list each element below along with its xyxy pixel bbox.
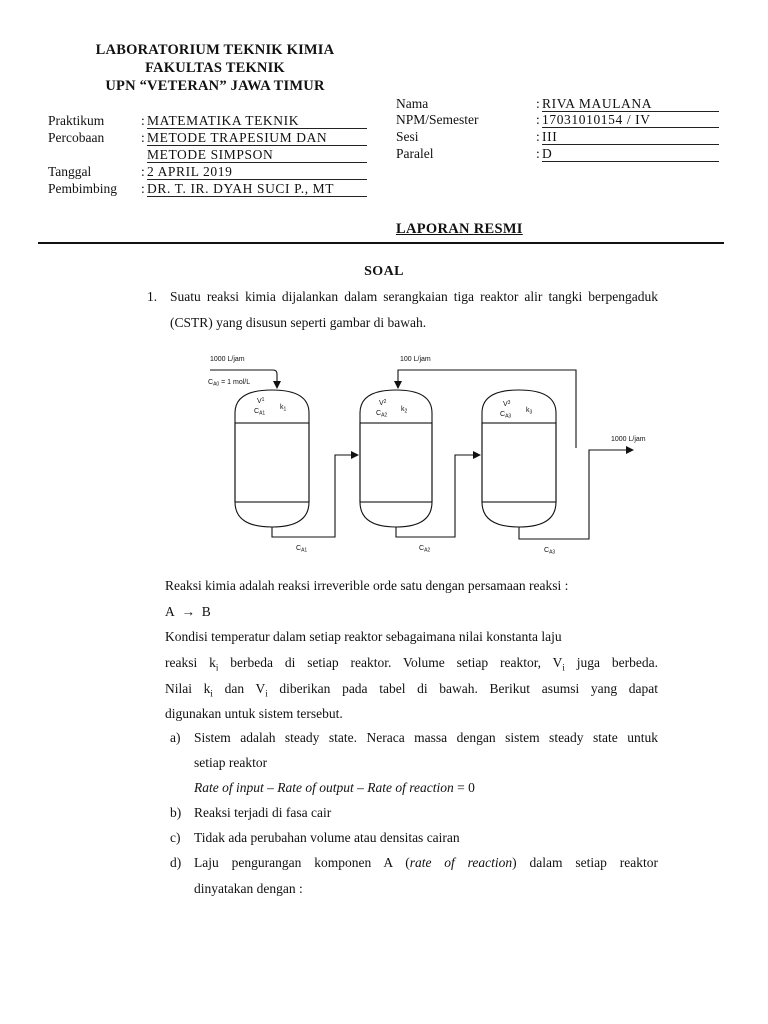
cstr-diagram <box>190 345 670 560</box>
info-colon: : <box>536 96 540 111</box>
info-label-nama: Nama <box>396 96 429 111</box>
reaction-equation: A → B <box>165 604 211 619</box>
info-value-percobaan: METODE TRAPESIUM DAN <box>147 130 367 146</box>
info-colon: : <box>141 113 145 128</box>
reactor-3-shell <box>482 390 556 527</box>
item-d-text-cont: dinyatakan dengan : <box>194 881 303 896</box>
report-title: LAPORAN RESMI <box>396 221 523 237</box>
item-d-text: Laju pengurangan komponen A (rate of reaction) dalam setiap reaktor <box>194 855 658 870</box>
info-label-pembimbing: Pembimbing <box>48 181 118 196</box>
header-divider <box>38 242 724 244</box>
info-value-percobaan-cont: METODE SIMPSON <box>147 147 367 163</box>
info-value-pembimbing: DR. T. IR. DYAH SUCI P., MT <box>147 181 367 197</box>
item-a-text-cont: setiap reaktor <box>194 755 268 770</box>
paragraph-reaction-type: Reaksi kimia adalah reaksi irreverible orde satu dengan persamaan reaksi : <box>165 578 569 593</box>
paragraph-conditions-line-1: Kondisi temperatur dalam setiap reaktor sebagaimana nilai konstanta laju <box>165 629 562 644</box>
r3-conc-label: $C_{A3}$ <box>500 411 512 420</box>
info-colon: : <box>536 129 540 144</box>
ca0-label: $C_{A0} = 1$ mol/L <box>208 379 251 388</box>
item-d-label: d) <box>170 855 182 870</box>
paragraph-conditions-line-2: reaksi $k_i$ berbeda di setiap reaktor. Volume setiap reaktor, $V_i$ juga berbeda. <box>165 655 659 673</box>
item-a-label: a) <box>170 730 181 745</box>
info-label-tanggal: Tanggal <box>48 164 92 179</box>
item-c-text: Tidak ada perubahan volume atau densitas cairan <box>194 830 460 845</box>
r2-k-label: $k_2$ <box>401 406 408 415</box>
info-label-npm: NPM/Semester <box>396 112 479 127</box>
info-label-paralel: Paralel <box>396 146 434 161</box>
stream-1-label: $C_{A1}$ <box>296 545 308 554</box>
stream-line-1 <box>272 455 358 537</box>
info-colon: : <box>141 130 145 145</box>
stream-line-2 <box>396 455 480 537</box>
recycle-line <box>398 370 576 448</box>
r3-volume-label: $V^3$ <box>503 400 511 408</box>
feed-rate-label: 1000 L/jam <box>210 356 245 363</box>
r1-conc-label: $C_{A1}$ <box>254 408 266 417</box>
item-a-equation: Rate of input – Rate of output – Rate of reaction = 0 <box>194 780 475 795</box>
r2-volume-label: $V^2$ <box>379 399 387 407</box>
section-title: SOAL <box>364 264 404 279</box>
paragraph-conditions-line-3: Nilai $k_i$ dan $V_i$ diberikan pada tabel di bawah. Berikut asumsi yang dapat <box>165 681 658 699</box>
info-label-sesi: Sesi <box>396 129 419 144</box>
info-value-sesi: III <box>542 129 719 145</box>
info-value-paralel: D <box>542 146 719 162</box>
stream-2-label: $C_{A2}$ <box>419 545 431 554</box>
stream-3-label: $C_{A3}$ <box>544 547 556 556</box>
info-value-npm: 17031010154 / IV <box>542 112 719 128</box>
info-value-tanggal: 2 APRIL 2019 <box>147 164 367 180</box>
r1-k-label: $k_1$ <box>280 404 287 413</box>
info-colon: : <box>141 164 145 179</box>
info-colon: : <box>536 112 540 127</box>
paragraph-conditions-line-4: digunakan untuk sistem tersebut. <box>165 706 343 721</box>
r2-conc-label: $C_{A2}$ <box>376 410 388 419</box>
r3-k-label: $k_3$ <box>526 407 533 416</box>
item-c-label: c) <box>170 830 181 845</box>
reactor-2-liquid <box>360 423 432 502</box>
reactor-1-shell <box>235 390 309 527</box>
info-value-nama: RIVA MAULANA <box>542 96 719 112</box>
item-b-text: Reaksi terjadi di fasa cair <box>194 805 332 820</box>
info-label-percobaan: Percobaan <box>48 130 105 145</box>
reactor-3-liquid <box>482 423 556 502</box>
lab-title: LABORATORIUM TEKNIK KIMIA <box>95 42 335 58</box>
university-title: UPN “VETERAN” JAWA TIMUR <box>105 78 325 94</box>
faculty-title: FAKULTAS TEKNIK <box>145 60 285 76</box>
info-colon: : <box>536 146 540 161</box>
outflow-rate-label: 1000 L/jam <box>611 436 646 443</box>
item-a-text: Sistem adalah steady state. Neraca massa dengan sistem steady state untuk <box>194 730 658 745</box>
info-colon: : <box>141 181 145 196</box>
reactor-2-shell <box>360 390 432 527</box>
reactor-1-liquid <box>235 423 309 502</box>
question-text: Suatu reaksi kimia dijalankan dalam serangkaian tiga reaktor alir tangki berpengaduk (CSTR) yang disusun seperti gambar di bawah. <box>170 289 658 330</box>
r1-volume-label: $V^1$ <box>257 397 265 405</box>
item-b-label: b) <box>170 805 182 820</box>
info-value-praktikum: MATEMATIKA TEKNIK <box>147 113 367 129</box>
recycle-rate-label: 100 L/jam <box>400 356 431 363</box>
info-label-praktikum: Praktikum <box>48 113 105 128</box>
question-number: 1. <box>147 289 158 304</box>
